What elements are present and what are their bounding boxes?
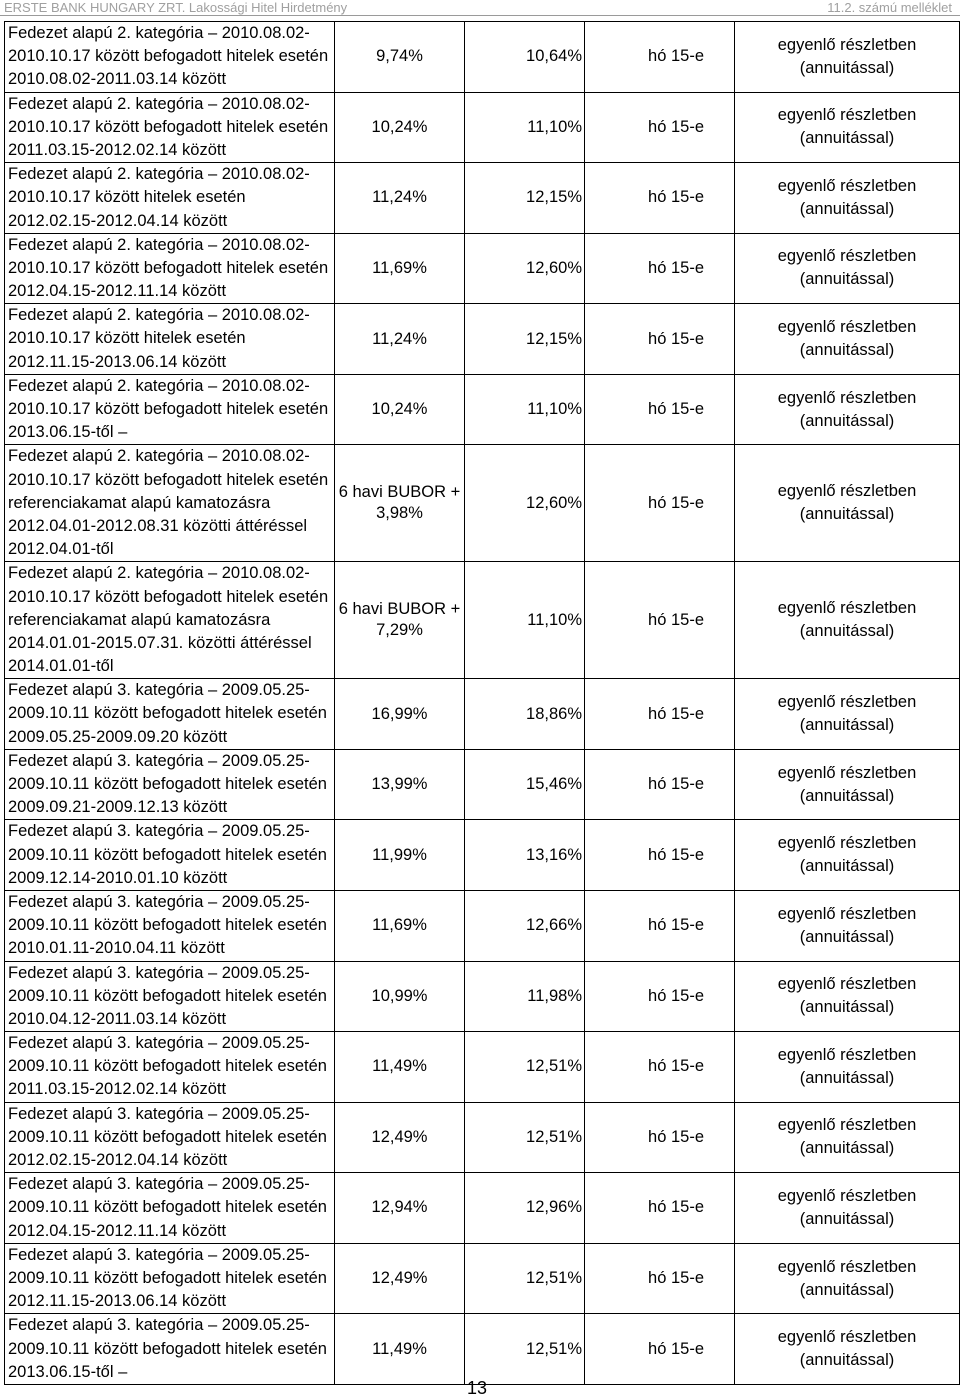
loan-description-line: 2011.03.15-2012.02.14 között xyxy=(8,140,227,159)
interest-rate-cell xyxy=(335,1173,465,1244)
repayment-method-line: egyenlő részletben xyxy=(777,1257,917,1276)
interest-rate-value: 11,49% xyxy=(372,1057,427,1076)
loan-description-cell xyxy=(5,679,335,750)
repayment-method-line: (annuitással) xyxy=(799,998,895,1017)
loan-description-line: 2012.04.15-2012.11.14 között xyxy=(8,1221,227,1240)
interest-rate-value: 11,69% xyxy=(372,258,427,277)
table-row xyxy=(5,1102,960,1173)
repayment-method-line: egyenlő részletben xyxy=(777,834,917,853)
repayment-method-line: egyenlő részletben xyxy=(777,1328,917,1347)
interest-rate-value: 13,99% xyxy=(371,775,428,794)
repayment-method-line: egyenlő részletben xyxy=(777,904,917,923)
loan-description-line: 2012.11.15-2013.06.14 között xyxy=(8,352,227,371)
loan-description-line: 2009.10.11 között befogadott hitelek esetén xyxy=(8,1057,327,1076)
loan-description-cell xyxy=(5,1314,335,1385)
loan-description-line: 2009.10.11 között befogadott hitelek esetén xyxy=(8,986,327,1005)
loan-description-line: 2010.04.12-2011.03.14 között xyxy=(8,1009,227,1028)
payment-day-cell: hó 15-e xyxy=(585,749,735,820)
repayment-method-line: (annuitással) xyxy=(799,58,895,77)
loan-description-cell xyxy=(5,163,335,234)
repayment-method-line: egyenlő részletben xyxy=(777,1186,917,1205)
loan-description-cell xyxy=(5,445,335,562)
loan-description-line: Fedezet alapú 3. kategória – 2009.05.25- xyxy=(8,1316,310,1335)
loan-description-line: Fedezet alapú 3. kategória – 2009.05.25- xyxy=(8,1175,310,1194)
table-row xyxy=(5,961,960,1032)
loan-description-line: 2010.10.17 között befogadott hitelek esetén xyxy=(8,117,329,136)
table-row xyxy=(5,1243,960,1314)
loan-description-line: 2013.06.15-től – xyxy=(8,423,128,442)
table-row xyxy=(5,749,960,820)
payment-day-cell: hó 15-e xyxy=(585,679,735,750)
loan-description-cell xyxy=(5,92,335,163)
interest-rate-cell xyxy=(335,374,465,445)
payment-day-cell: hó 15-e xyxy=(585,1032,735,1103)
loan-description-cell xyxy=(5,1173,335,1244)
interest-rate-cell xyxy=(335,679,465,750)
repayment-method-line: (annuitással) xyxy=(799,1280,895,1299)
interest-rate-value: 11,24% xyxy=(372,329,427,348)
repayment-method-cell xyxy=(735,163,960,234)
loan-description-line: 2010.10.17 között befogadott hitelek esetén xyxy=(8,47,329,66)
repayment-method-line: (annuitással) xyxy=(799,857,895,876)
table-row xyxy=(5,562,960,679)
loan-description-line: Fedezet alapú 2. kategória – 2010.08.02- xyxy=(8,165,310,184)
loan-description-line: Fedezet alapú 3. kategória – 2009.05.25- xyxy=(8,751,310,770)
repayment-method-line: (annuitással) xyxy=(799,622,895,641)
interest-rate-value: 12,49% xyxy=(371,1127,428,1146)
payment-day-cell: hó 15-e xyxy=(585,374,735,445)
loan-description-line: Fedezet alapú 2. kategória – 2010.08.02- xyxy=(8,94,310,113)
thm-rate-cell: 15,46% xyxy=(465,749,585,820)
loan-description-line: 2012.11.15-2013.06.14 között xyxy=(8,1292,227,1311)
repayment-method-cell xyxy=(735,304,960,375)
table-row xyxy=(5,374,960,445)
loan-description-line: 2009.10.11 között befogadott hitelek esetén xyxy=(8,1198,327,1217)
payment-day-cell: hó 15-e xyxy=(585,22,735,93)
table-row xyxy=(5,304,960,375)
payment-day-cell: hó 15-e xyxy=(585,890,735,961)
repayment-method-line: (annuitással) xyxy=(799,927,895,946)
table-row xyxy=(5,1314,960,1385)
repayment-method-line: (annuitással) xyxy=(799,341,895,360)
repayment-method-line: egyenlő részletben xyxy=(777,1116,917,1135)
loan-description-line: 2009.10.11 között befogadott hitelek esetén xyxy=(8,1339,327,1358)
interest-rate-table-body xyxy=(5,22,960,1385)
thm-rate-cell: 12,51% xyxy=(465,1032,585,1103)
loan-description-line: 2012.04.01-2012.08.31 közötti áttéréssel xyxy=(8,516,308,535)
repayment-method-line: egyenlő részletben xyxy=(777,247,917,266)
loan-description-line: Fedezet alapú 3. kategória – 2009.05.25- xyxy=(8,963,310,982)
repayment-method-line: (annuitással) xyxy=(799,505,895,524)
table-row xyxy=(5,92,960,163)
loan-description-line: Fedezet alapú 3. kategória – 2009.05.25- xyxy=(8,892,310,911)
loan-description-line: Fedezet alapú 3. kategória – 2009.05.25- xyxy=(8,1034,310,1053)
repayment-method-cell xyxy=(735,1314,960,1385)
loan-description-line: Fedezet alapú 2. kategória – 2010.08.02- xyxy=(8,376,310,395)
loan-description-line: 2009.10.11 között befogadott hitelek esetén xyxy=(8,775,327,793)
loan-description-line: Fedezet alapú 2. kategória – 2010.08.02- xyxy=(8,24,310,42)
repayment-method-cell xyxy=(735,233,960,304)
payment-day-cell: hó 15-e xyxy=(585,304,735,375)
page-header xyxy=(0,0,960,20)
loan-description-cell xyxy=(5,890,335,961)
payment-day-cell: hó 15-e xyxy=(585,163,735,234)
thm-rate-cell: 12,51% xyxy=(465,1102,585,1173)
loan-description-line: 2009.10.11 között befogadott hitelek esetén xyxy=(8,1127,327,1146)
loan-description-cell xyxy=(5,1243,335,1314)
payment-day-cell: hó 15-e xyxy=(585,445,735,562)
repayment-method-line: egyenlő részletben xyxy=(777,482,917,501)
repayment-method-line: egyenlő részletben xyxy=(777,693,917,712)
repayment-method-cell xyxy=(735,22,960,93)
interest-rate-cell xyxy=(335,890,465,961)
repayment-method-line: egyenlő részletben xyxy=(777,176,917,195)
loan-description-cell xyxy=(5,562,335,679)
loan-description-cell xyxy=(5,233,335,304)
loan-description-line: referenciakamat alapú kamatozásra xyxy=(8,610,271,629)
table-row xyxy=(5,890,960,961)
payment-day-cell: hó 15-e xyxy=(585,820,735,891)
thm-rate-cell: 10,64% xyxy=(465,22,585,93)
repayment-method-line: egyenlő részletben xyxy=(777,975,917,994)
repayment-method-cell xyxy=(735,1173,960,1244)
thm-rate-cell: 12,66% xyxy=(465,890,585,961)
loan-description-line: Fedezet alapú 2. kategória – 2010.08.02- xyxy=(8,235,310,254)
interest-rate-cell xyxy=(335,445,465,562)
header-bank-title: ERSTE BANK HUNGARY ZRT. Lakossági Hitel Hirdetmény xyxy=(4,0,348,15)
thm-rate-cell: 12,96% xyxy=(465,1173,585,1244)
loan-description-line: 2013.06.15-től – xyxy=(8,1362,128,1381)
loan-description-line: 2010.10.17 között hitelek esetén xyxy=(8,188,246,207)
loan-description-line: 2009.09.21-2009.12.13 között xyxy=(8,798,228,817)
thm-rate-cell: 12,60% xyxy=(465,445,585,562)
repayment-method-cell xyxy=(735,679,960,750)
table-row xyxy=(5,679,960,750)
repayment-method-line: (annuitással) xyxy=(799,129,895,148)
loan-description-line: 2012.04.15-2012.11.14 között xyxy=(8,282,227,301)
repayment-method-cell xyxy=(735,1243,960,1314)
loan-description-cell xyxy=(5,749,335,820)
interest-rate-cell xyxy=(335,304,465,375)
interest-rate-value: 11,69% xyxy=(372,916,427,935)
table-row xyxy=(5,820,960,891)
loan-description-line: 2014.01.01-2015.07.31. közötti áttéréssel xyxy=(8,633,312,652)
loan-description-line: 2009.05.25-2009.09.20 között xyxy=(8,727,228,746)
loan-description-line: Fedezet alapú 3. kategória – 2009.05.25- xyxy=(8,1104,310,1123)
thm-rate-cell: 12,51% xyxy=(465,1314,585,1385)
loan-description-cell xyxy=(5,820,335,891)
loan-description-line: Fedezet alapú 3. kategória – 2009.05.25- xyxy=(8,681,310,700)
repayment-method-cell xyxy=(735,92,960,163)
interest-rate-cell xyxy=(335,562,465,679)
loan-description-line: 2009.10.11 között befogadott hitelek esetén xyxy=(8,916,327,935)
interest-rate-cell xyxy=(335,1102,465,1173)
repayment-method-line: egyenlő részletben xyxy=(777,388,917,407)
repayment-method-line: egyenlő részletben xyxy=(777,106,917,125)
loan-description-line: 2009.12.14-2010.01.10 között xyxy=(8,868,228,887)
repayment-method-cell xyxy=(735,1032,960,1103)
repayment-method-cell xyxy=(735,445,960,562)
interest-rate-value: 3,98% xyxy=(376,504,423,523)
header-divider xyxy=(0,15,960,16)
thm-rate-cell: 11,98% xyxy=(465,961,585,1032)
loan-description-cell xyxy=(5,1032,335,1103)
interest-rate-table xyxy=(4,21,960,1385)
loan-description-cell xyxy=(5,1102,335,1173)
loan-description-line: Fedezet alapú 3. kategória – 2009.05.25- xyxy=(8,822,310,841)
interest-rate-value: 11,49% xyxy=(372,1339,427,1358)
payment-day-cell: hó 15-e xyxy=(585,1173,735,1244)
table-row xyxy=(5,1032,960,1103)
interest-rate-cell xyxy=(335,92,465,163)
loan-description-cell xyxy=(5,961,335,1032)
thm-rate-cell: 12,60% xyxy=(465,233,585,304)
interest-rate-value: 6 havi BUBOR + xyxy=(338,483,461,502)
payment-day-cell: hó 15-e xyxy=(585,233,735,304)
repayment-method-cell xyxy=(735,374,960,445)
table-row xyxy=(5,445,960,562)
interest-rate-value: 6 havi BUBOR + xyxy=(338,600,461,619)
repayment-method-line: (annuitással) xyxy=(799,1139,895,1158)
repayment-method-cell xyxy=(735,820,960,891)
loan-description-line: 2010.10.17 között hitelek esetén xyxy=(8,329,246,348)
thm-rate-cell: 11,10% xyxy=(465,374,585,445)
loan-description-line: 2010.01.11-2010.04.11 között xyxy=(8,939,225,958)
thm-rate-cell: 12,15% xyxy=(465,304,585,375)
table-row xyxy=(5,163,960,234)
loan-description-line: 2012.02.15-2012.04.14 között xyxy=(8,1151,228,1169)
repayment-method-line: (annuitással) xyxy=(799,786,895,805)
interest-rate-value: 11,24% xyxy=(372,188,427,207)
header-annex-label: 11.2. számú melléklet xyxy=(827,0,952,15)
interest-rate-cell xyxy=(335,1032,465,1103)
interest-rate-value: 10,24% xyxy=(371,400,428,419)
loan-description-cell xyxy=(5,22,335,93)
thm-rate-cell: 13,16% xyxy=(465,820,585,891)
thm-rate-cell: 11,10% xyxy=(465,562,585,679)
interest-rate-value: 16,99% xyxy=(371,704,428,723)
loan-description-cell xyxy=(5,374,335,445)
repayment-method-line: egyenlő részletben xyxy=(777,1045,917,1064)
payment-day-cell: hó 15-e xyxy=(585,961,735,1032)
repayment-method-cell xyxy=(735,1102,960,1173)
thm-rate-cell: 12,51% xyxy=(465,1243,585,1314)
loan-description-line: 2010.10.17 között befogadott hitelek esetén xyxy=(8,400,329,418)
interest-rate-value: 7,29% xyxy=(376,621,423,640)
repayment-method-line: egyenlő részletben xyxy=(777,599,917,618)
loan-description-line: 2010.10.17 között befogadott hitelek esetén xyxy=(8,470,329,489)
interest-rate-cell xyxy=(335,1314,465,1385)
repayment-method-line: (annuitással) xyxy=(799,716,895,735)
interest-rate-value: 10,99% xyxy=(371,986,428,1005)
table-row xyxy=(5,233,960,304)
repayment-method-line: (annuitással) xyxy=(799,1068,895,1087)
thm-rate-cell: 11,10% xyxy=(465,92,585,163)
interest-rate-cell xyxy=(335,1243,465,1314)
interest-rate-value: 9,74% xyxy=(376,47,423,66)
interest-rate-value: 12,49% xyxy=(371,1269,428,1288)
loan-description-line: referenciakamat alapú kamatozásra xyxy=(8,493,271,512)
thm-rate-cell: 12,15% xyxy=(465,163,585,234)
loan-description-line: 2010.10.17 között befogadott hitelek esetén xyxy=(8,587,329,606)
repayment-method-cell xyxy=(735,749,960,820)
loan-description-line: 2009.10.11 között befogadott hitelek esetén xyxy=(8,1268,327,1287)
thm-rate-cell: 18,86% xyxy=(465,679,585,750)
repayment-method-cell xyxy=(735,562,960,679)
repayment-method-cell xyxy=(735,961,960,1032)
loan-description-line: Fedezet alapú 2. kategória – 2010.08.02- xyxy=(8,447,310,466)
repayment-method-line: (annuitással) xyxy=(799,411,895,430)
loan-description-line: 2009.10.11 között befogadott hitelek esetén xyxy=(8,845,327,864)
loan-description-cell xyxy=(5,304,335,375)
loan-description-line: 2010.10.17 között befogadott hitelek esetén xyxy=(8,258,329,277)
interest-rate-cell xyxy=(335,961,465,1032)
repayment-method-cell xyxy=(735,890,960,961)
loan-description-line: 2010.08.02-2011.03.14 között xyxy=(8,70,227,89)
repayment-method-line: egyenlő részletben xyxy=(777,763,917,782)
repayment-method-line: (annuitással) xyxy=(799,270,895,289)
interest-rate-cell xyxy=(335,163,465,234)
interest-rate-value: 12,94% xyxy=(371,1198,428,1217)
loan-description-line: 2009.10.11 között befogadott hitelek esetén xyxy=(8,704,327,723)
loan-description-line: 2014.01.01-től xyxy=(8,657,114,676)
interest-rate-value: 11,99% xyxy=(372,845,427,864)
interest-rate-cell xyxy=(335,749,465,820)
table-row xyxy=(5,1173,960,1244)
payment-day-cell: hó 15-e xyxy=(585,1314,735,1385)
loan-description-line: 2012.04.01-től xyxy=(8,540,114,559)
loan-description-line: Fedezet alapú 2. kategória – 2010.08.02- xyxy=(8,564,310,583)
interest-rate-cell xyxy=(335,233,465,304)
payment-day-cell: hó 15-e xyxy=(585,1102,735,1173)
repayment-method-line: (annuitással) xyxy=(799,1209,895,1228)
repayment-method-line: (annuitással) xyxy=(799,199,895,218)
repayment-method-line: egyenlő részletben xyxy=(777,318,917,337)
page-number: 13 xyxy=(467,1378,488,1398)
payment-day-cell: hó 15-e xyxy=(585,1243,735,1314)
interest-rate-value: 10,24% xyxy=(371,117,428,136)
loan-description-line: 2011.03.15-2012.02.14 között xyxy=(8,1080,227,1099)
loan-description-line: Fedezet alapú 2. kategória – 2010.08.02- xyxy=(8,306,310,325)
repayment-method-line: egyenlő részletben xyxy=(777,35,917,54)
loan-description-line: 2012.02.15-2012.04.14 között xyxy=(8,211,228,230)
table-row xyxy=(5,22,960,93)
payment-day-cell: hó 15-e xyxy=(585,562,735,679)
payment-day-cell: hó 15-e xyxy=(585,92,735,163)
repayment-method-line: (annuitással) xyxy=(799,1351,895,1370)
interest-rate-cell xyxy=(335,22,465,93)
loan-description-line: Fedezet alapú 3. kategória – 2009.05.25- xyxy=(8,1245,310,1264)
interest-rate-cell xyxy=(335,820,465,891)
